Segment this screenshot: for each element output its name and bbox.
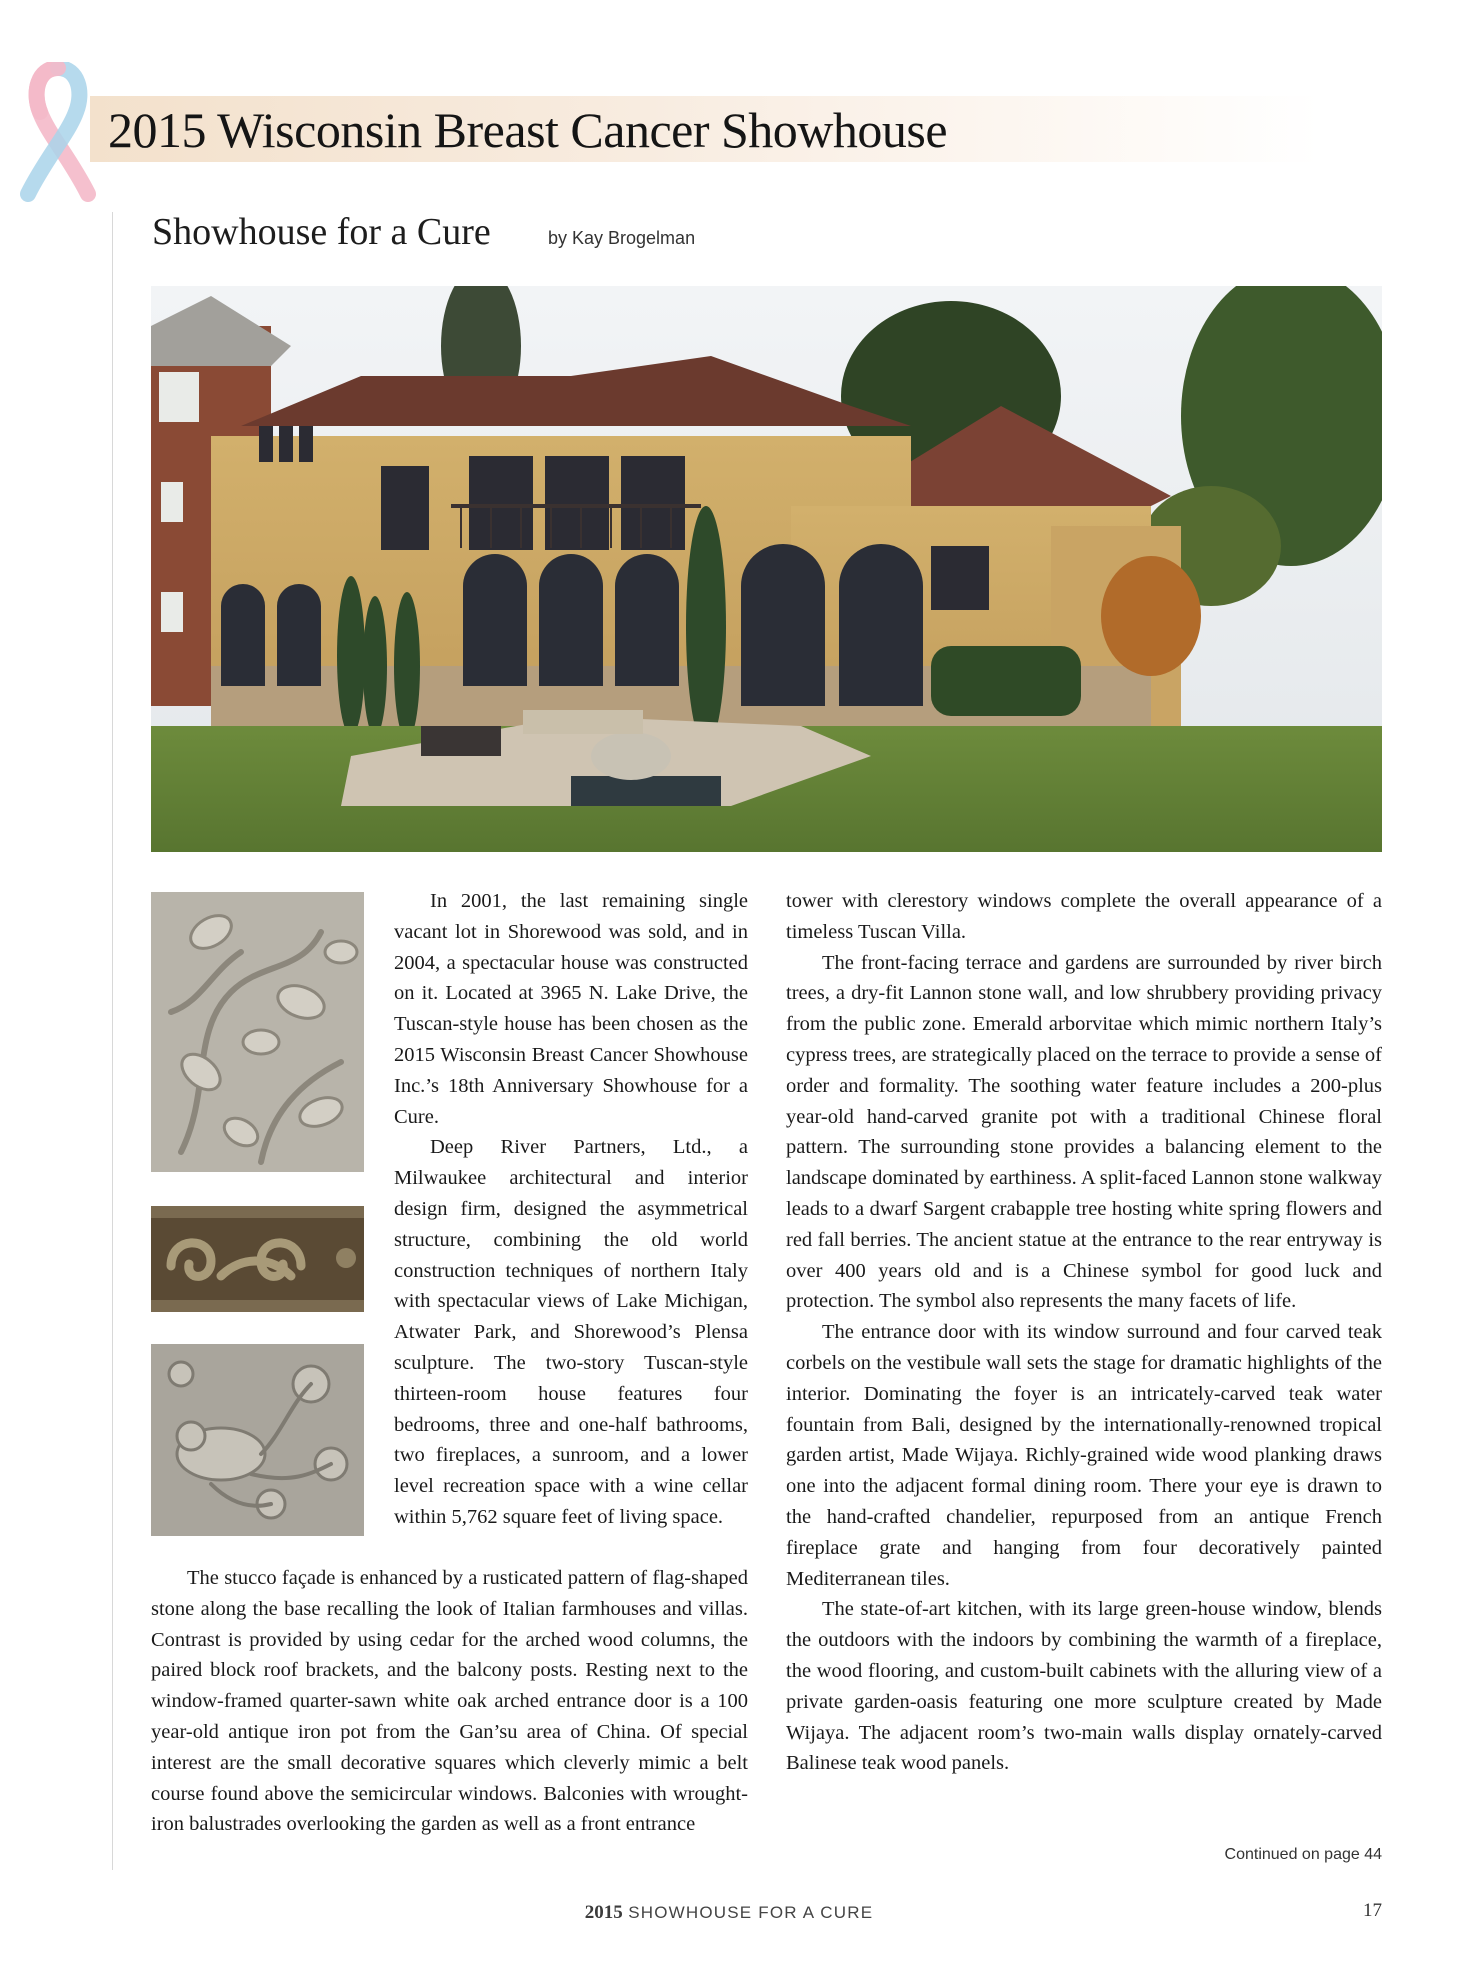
paragraph: tower with clerestory windows complete the overall appearance of a timeless Tuscan Villa. (786, 890, 1382, 943)
photo-carved-panel (151, 892, 364, 1172)
hero-photo-villa (151, 286, 1382, 852)
paragraph: The entrance door with its window surround and four carved teak corbels on the vestibule wall sets the stage for dramatic highlights of the interior. Dominating the foyer is an intricately-carved teak water fountain from Bali, designed by the internationally-renowned tropical garden artist, Made Wijaya. Richly-grained wide wood planking draws one into the adjacent formal dining room. There your eye is drawn to the hand-crafted chandelier, repurposed from an antique French fireplace grate and hanging from four decoratively painted Mediterranean tiles. (786, 1321, 1382, 1590)
article-title: Showhouse for a Cure (152, 211, 491, 253)
article-column-right (786, 886, 1382, 1779)
footer-label: SHOWHOUSE FOR A CURE (628, 1903, 874, 1922)
paragraph: Deep River Partners, Ltd., a Milwaukee architectural and interior design firm, designed the asymmetrical structure, combining the old world construction techniques of northern Italy with spectacular views of Lake Michigan, Atwater Park, and Shorewood’s Plensa sculpture. The two-story Tuscan-style thirteen-room house features four bedrooms, three and one-half bathrooms, two fireplaces, a sunroom, and a lower level recreation space with a wine cellar within 5,762 square feet of living space. (394, 1136, 748, 1528)
footer (0, 1902, 1458, 1924)
article-column-left-bottom (151, 1563, 748, 1840)
photo-carved-stone (151, 1344, 364, 1536)
photo-scroll-belt-course (151, 1206, 364, 1312)
footer-year: 2015 (584, 1902, 623, 1923)
header-title: 2015 Wisconsin Breast Cancer Showhouse (108, 102, 948, 158)
paragraph: In 2001, the last remaining single vacant lot in Shorewood was sold, and in 2004, a spectacular house was constructed on it. Located at 3965 N. Lake Drive, the Tuscan-style house has been chosen as the 2015 Wisconsin Breast Cancer Showhouse Inc.’s 18th Anniversary Showhouse for a Cure. (394, 890, 748, 1128)
page-number: 17 (1363, 1900, 1382, 1921)
byline: by Kay Brogelman (548, 228, 696, 248)
paragraph: The front-facing terrace and gardens are surrounded by river birch trees, a dry-fit Lannon stone wall, and low shrubbery providing privacy from the public zone. Emerald arborvitae which mimic northern Italy’s cypress trees, are strategically placed on the terrace to provide a sense of order and formality. The soothing water feature includes a 200-plus year-old hand-carved granite pot with a traditional Chinese floral pattern. The surrounding stone provides a balancing element to the landscape dominated by earthiness. A split-faced Lannon stone walkway leads to a dwarf Sargent crabapple tree hosting white spring flowers and red fall berries. The ancient statue at the entrance to the rear entryway is over 400 years old and is a Chinese symbol for good luck and protection. The symbol also represents the many facets of life. (786, 951, 1382, 1313)
article-column-left-top (394, 886, 748, 1533)
awareness-ribbon-icon (18, 62, 98, 202)
column-divider (112, 212, 113, 1870)
paragraph: The state-of-art kitchen, with its large green-house window, blends the outdoors with the indoors by combining the warmth of a fireplace, the wood flooring, and custom-built cabinets with the alluring view of a private garden-oasis featuring one more sculpture created by Made Wijaya. The adjacent room’s two-main walls display ornately-carved Balinese teak wood panels. (786, 1598, 1382, 1775)
continued-link[interactable]: Continued on page 44 (1224, 1846, 1382, 1863)
paragraph: The stucco façade is enhanced by a rusticated pattern of flag-shaped stone along the base recalling the look of Italian farmhouses and villas. Contrast is provided by using cedar for the arched wood columns, the paired block roof brackets, and the balcony posts. Resting next to the window-framed quarter-sawn white oak arched entrance door is a 100 year-old antique iron pot from the Gan’su area of China. Of special interest are the small decorative squares which cleverly mimic a belt course found above the semicircular windows. Balconies with wrought-iron balustrades overlooking the garden as well as a front entrance (151, 1567, 748, 1836)
